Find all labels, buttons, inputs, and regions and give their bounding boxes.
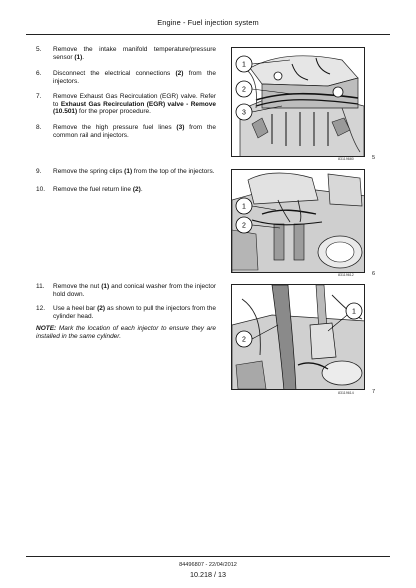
svg-text:1: 1 xyxy=(242,203,246,211)
note-label: NOTE: xyxy=(36,325,57,332)
step-number: 11. xyxy=(36,283,45,290)
step-11 xyxy=(36,283,216,298)
step-12 xyxy=(36,305,216,320)
svg-text:2: 2 xyxy=(242,222,246,230)
svg-text:3: 3 xyxy=(242,109,246,117)
step-text: Use a heel bar (2) as shown to pull the injectors from the cylinder head. xyxy=(53,305,216,320)
step-9 xyxy=(36,168,216,176)
note-block xyxy=(36,325,216,340)
svg-text:1: 1 xyxy=(242,61,246,69)
figure-7-code: 83119614 xyxy=(338,391,354,395)
footer-document-id: 84496807 - 22/04/2012 xyxy=(179,562,237,568)
figure-7-callout-2 xyxy=(236,331,252,347)
cross-reference-link: Exhaust Gas Recirculation (EGR) valve - Remove (10.501) xyxy=(53,100,216,116)
step-number: 9. xyxy=(36,168,42,175)
figure-5-callout-3 xyxy=(236,104,252,120)
step-6 xyxy=(36,70,216,85)
figure-6-callout-2 xyxy=(236,217,252,233)
figure-6-number: 6 xyxy=(372,271,376,277)
step-number: 5. xyxy=(36,46,42,53)
note-text: Mark the location of each injector to ensure they are installed in the same cylinder. xyxy=(36,325,216,340)
figure-5-image xyxy=(231,47,365,157)
figure-6-image xyxy=(231,169,365,273)
step-number: 10. xyxy=(36,186,46,193)
figure-6-code: 83119612 xyxy=(338,273,354,277)
step-text: Remove the nut (1) and conical washer from the injector hold down. xyxy=(53,283,217,298)
svg-text:2: 2 xyxy=(242,336,246,344)
footer-divider xyxy=(26,556,390,557)
figure-5-code: 83119680 xyxy=(338,157,354,161)
step-text: Remove the spring clips (1) from the top of the injectors. xyxy=(53,168,215,175)
step-8 xyxy=(36,124,216,139)
step-7 xyxy=(36,93,216,116)
page-header-title: Engine - Fuel injection system xyxy=(157,18,259,27)
step-5 xyxy=(36,46,216,61)
step-text: Remove the high pressure fuel lines (3) from the common rail and injectors. xyxy=(53,124,216,139)
step-number: 7. xyxy=(36,93,42,100)
step-number: 12. xyxy=(36,305,46,312)
header-divider xyxy=(26,34,390,35)
svg-text:2: 2 xyxy=(242,86,246,94)
figure-5-callout-1 xyxy=(236,56,252,72)
step-text: Remove Exhaust Gas Recirculation (EGR) valve. Refer to Exhaust Gas Recirculation (EGR) valve - Remove (10.501) for the proper procedure. xyxy=(53,93,216,116)
step-text: Remove the fuel return line (2). xyxy=(53,186,143,193)
figure-5-number: 5 xyxy=(372,155,376,161)
step-number: 8. xyxy=(36,124,42,131)
figure-6-callout-1 xyxy=(236,198,252,214)
svg-text:1: 1 xyxy=(352,308,356,316)
figure-7-callout-1 xyxy=(346,303,362,319)
footer-page-number: 10.218 / 13 xyxy=(190,570,226,579)
figure-7-number: 7 xyxy=(372,389,376,395)
step-number: 6. xyxy=(36,70,42,77)
step-text: Remove the intake manifold temperature/pressure sensor (1). xyxy=(53,46,216,61)
figure-5-callout-2 xyxy=(236,81,252,97)
step-text: Disconnect the electrical connections (2) from the injectors. xyxy=(53,70,216,85)
step-10 xyxy=(36,186,216,194)
figure-7-image xyxy=(231,284,365,390)
